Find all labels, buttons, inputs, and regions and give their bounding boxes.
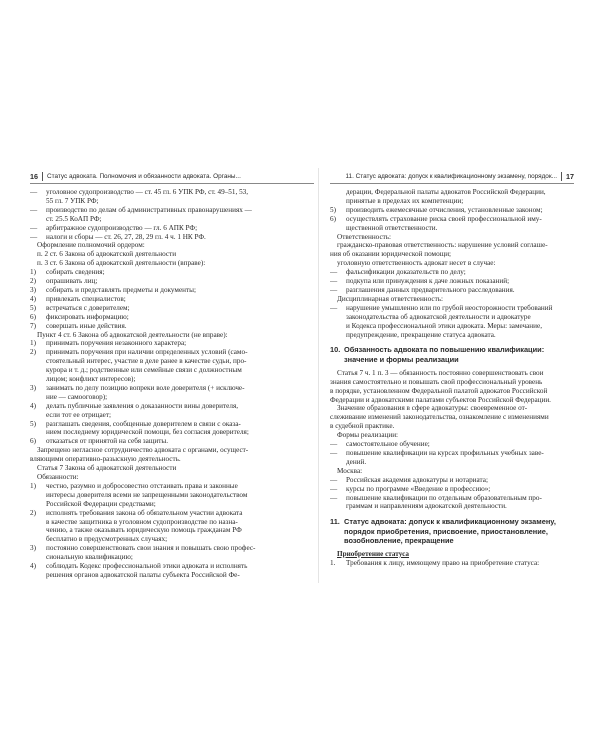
text-line: принятые в пределах их компетенции; <box>346 196 464 205</box>
subsection-title-text: Приобретение статуса <box>337 549 409 558</box>
text-line: в судебной практике. <box>330 422 395 431</box>
list-item <box>330 476 574 485</box>
page-number: 17 <box>566 172 574 181</box>
list-marker: — <box>330 484 338 493</box>
list-item <box>30 224 314 233</box>
text-line: Российской Федерации средствами; <box>46 499 156 508</box>
list-item-text: соблюдать Кодекс профессиональной этики адвоката и исполнять <box>46 562 248 571</box>
text-line: ния об оказании юридической помощи; <box>330 250 452 259</box>
text-line: интересы доверителя всеми не запрещенными законодательством <box>46 490 248 499</box>
list-item <box>30 437 314 446</box>
list-marker: 2) <box>30 277 36 286</box>
text-line: законодательства об адвокатской деятельности и адвокатуре <box>346 312 531 321</box>
list-item <box>30 544 314 553</box>
list-item-text: исполнять требования закона об обязательном участии адвоката <box>46 508 243 517</box>
list-item <box>30 509 314 518</box>
list-marker: — <box>30 223 38 232</box>
list-marker: 2) <box>30 348 36 357</box>
list-item-text: занимать по делу позицию вопреки воле доверителя (+ исключе- <box>46 383 245 392</box>
list-item-text: постоянно совершенствовать свои знания и повышать свою профес- <box>46 544 256 553</box>
list-marker: — <box>330 448 338 457</box>
list-marker: 4) <box>30 294 36 303</box>
list-item-text: собирать и представлять предметы и документы; <box>46 285 196 294</box>
list-marker: 5) <box>30 419 36 428</box>
list-marker: 3) <box>30 544 36 553</box>
list-item-text: разглашать сведения, сообщенные доверителем в связи с оказа- <box>46 419 241 428</box>
list-item <box>330 268 574 277</box>
list-item-text: самостоятельное обучение; <box>346 440 430 449</box>
text-line: Запрещено негласное сотрудничество адвоката с органами, осущест- <box>37 446 249 455</box>
text-line: Статья 7 ч. 1 п. 3 — обязанность постоянно совершенствовать свои <box>337 368 544 377</box>
text-line: знания самостоятельно и повышать свой профессиональный уровень <box>330 377 543 386</box>
text-line: в порядке, установленном Федеральной палатой адвокатов Российской <box>330 386 548 395</box>
list-item-text: курсы по программе «Введение в профессию»; <box>346 484 491 493</box>
list-item <box>30 339 314 348</box>
list-item-text: производство по делам об административных правонарушениях — <box>46 205 252 214</box>
text-line: предупреждение, прекращение статуса адвоката. <box>346 330 496 339</box>
text-line: если тот ее отрицает; <box>46 410 111 419</box>
text-line: п. 2 ст. 6 Закона об адвокатской деятельности <box>37 250 177 259</box>
list-item <box>330 559 574 568</box>
list-item-text: принимать поручения при наличии определенных условий (само- <box>46 348 248 357</box>
list-item <box>30 233 314 242</box>
list-item-text: арбитражное судопроизводство — гл. 6 АПК РФ; <box>46 223 198 232</box>
list-item <box>330 304 574 313</box>
list-item <box>30 286 314 295</box>
list-item-text: осуществлять страхование риска своей профессиональной иму- <box>346 214 542 223</box>
text-line: Пункт 4 ст. 6 Закона об адвокатской деятельности (не вправе): <box>37 330 228 339</box>
list-item-text: разглашения данных предварительного расследования. <box>346 285 515 294</box>
text-line: п. 3 ст. 6 Закона об адвокатской деятельности (вправе): <box>37 259 206 268</box>
list-marker: — <box>30 188 38 196</box>
list-marker: — <box>330 285 338 294</box>
list-marker: 6) <box>30 312 36 321</box>
text-line: и Кодекса профессиональной этики адвоката. Меры: замечание, <box>346 321 542 330</box>
text-line: в качестве защитника в уголовном судопроизводстве по назна- <box>46 517 238 526</box>
list-marker: — <box>330 268 338 277</box>
list-item-text: совершать иные действия. <box>46 321 127 330</box>
list-item <box>30 322 314 331</box>
list-marker: 4) <box>30 562 36 571</box>
text-line: Ответственность: <box>337 232 392 241</box>
subsection-title <box>330 550 574 559</box>
list-marker: 6) <box>330 214 336 223</box>
list-marker: — <box>330 303 338 312</box>
list-item-text: честно, разумно и добросовестно отстаивать права и законные <box>46 481 238 490</box>
list-item <box>30 188 314 197</box>
list-item-text: подкупа или принуждения к даче ложных показаний; <box>346 277 510 286</box>
list-marker: 2) <box>30 508 36 517</box>
header-divider <box>561 172 562 181</box>
list-item-text: делать публичные заявления о доказанности вины доверителя, <box>46 401 239 410</box>
list-marker: 4) <box>30 401 36 410</box>
right-page-body <box>330 188 574 568</box>
list-item <box>30 402 314 411</box>
list-marker: — <box>330 277 338 286</box>
text-line: граммам и направлениям адвокатской деятельности. <box>346 502 507 511</box>
list-item <box>330 215 574 224</box>
right-page-header <box>330 170 574 184</box>
text-line: решения органов адвокатской палаты субъекта Российской Фе- <box>46 570 240 579</box>
list-item-text: Требования к лицу, имеющему право на приобретение статуса: <box>346 558 540 567</box>
text-line: курора и т. д.; родственные или семейные связи с должностным <box>46 366 242 375</box>
text-line: нием последнему юридической помощи, без согласия доверителя; <box>46 428 249 437</box>
section-heading-text: Обязанность адвоката по повышению квалификации: <box>344 345 545 355</box>
list-item-text: принимать поручения незаконного характера; <box>46 339 187 348</box>
list-marker: 1) <box>30 268 36 277</box>
list-item <box>330 440 574 449</box>
text-line: Значение образования в сфере адвокатуры: своевременное от- <box>337 404 528 413</box>
page-number: 16 <box>30 172 38 181</box>
list-marker: 5) <box>330 205 336 214</box>
text-line: слеживание изменений законодательства, ознакомление с изменениями <box>330 413 549 422</box>
list-item <box>30 348 314 357</box>
section-heading-text: порядок приобретения, присвоение, приостановление, <box>344 526 548 536</box>
text-line: Формы реализации: <box>337 431 399 440</box>
text-line: Москва: <box>337 466 363 475</box>
list-item-text: фальсификации доказательств по делу; <box>346 268 466 277</box>
list-marker: 1) <box>30 481 36 490</box>
section-heading-line <box>330 527 574 536</box>
list-item <box>330 494 574 503</box>
list-item-text: нарушение умышленно или по грубой неосторожности требований <box>346 303 553 312</box>
list-item-text: уголовное судопроизводство — ст. 45 гл. 6 УПК РФ, ст. 49–51, 53, <box>46 188 249 196</box>
text-line: Обязанности: <box>37 473 79 481</box>
list-marker: 1. <box>330 558 336 567</box>
text-line: уголовную ответственность адвокат несет в случае: <box>337 259 496 268</box>
text-line: стоятельный интерес, участие в деле ранее в качестве судьи, про- <box>46 357 247 366</box>
list-item <box>330 286 574 295</box>
list-item-text: производить ежемесячные отчисления, установленные законом; <box>346 205 543 214</box>
section-heading-text: возобновление, прекращение <box>344 535 454 545</box>
text-line: лицом; конфликт интересов); <box>46 375 136 384</box>
list-item-text: опрашивать лиц; <box>46 277 98 286</box>
text-line: Статья 7 Закона об адвокатской деятельности <box>37 464 177 473</box>
list-marker: 1) <box>30 339 36 348</box>
text-line: дерации, Федеральной палаты адвокатов Российской Федерации, <box>346 188 546 196</box>
text-line: 55 гл. 7 УПК РФ; <box>46 196 99 205</box>
running-title: 11. Статус адвоката: допуск к квалификационному экзамену, порядок... <box>345 173 557 180</box>
running-title: Статус адвоката. Полномочия и обязанности адвоката. Органы... <box>47 173 241 180</box>
section-heading-line <box>330 536 574 545</box>
list-item <box>30 420 314 429</box>
list-item-text: привлекать специалистов; <box>46 294 126 303</box>
book-spine <box>318 168 319 583</box>
list-item <box>30 562 314 571</box>
text-line: Дисциплинарная ответственность: <box>337 294 444 303</box>
list-item-text: Российская академия адвокатуры и нотариата; <box>346 475 488 484</box>
text-line: щественной ответственности. <box>346 223 438 232</box>
text-line: Оформление полномочий ордером: <box>37 241 145 250</box>
list-item-text: собирать сведения; <box>46 268 105 277</box>
text-line: Федерации и адвокатскими палатами субъектов Российской Федерации. <box>330 395 551 404</box>
list-item-text: повышение квалификации по отдельным образовательным про- <box>346 493 542 502</box>
list-marker: 5) <box>30 303 36 312</box>
text-line: вляющими оперативно-разыскную деятельность. <box>30 455 181 464</box>
text-line: дений. <box>346 457 367 466</box>
list-item <box>330 485 574 494</box>
list-item <box>30 304 314 313</box>
text-line: чению, а также оказывать юридическую помощь гражданам РФ <box>46 526 242 535</box>
list-item <box>30 206 314 215</box>
list-marker: — <box>30 232 38 241</box>
list-item <box>330 206 574 215</box>
section-heading-line <box>330 517 574 526</box>
text-line: ст. 25.5 КоАП РФ; <box>46 214 102 223</box>
list-item-text: налоги и сборы — ст. 26, 27, 28, 29 гл. 4 ч. 1 НК РФ. <box>46 232 206 241</box>
list-item <box>30 295 314 304</box>
list-marker: — <box>330 475 338 484</box>
list-item <box>30 277 314 286</box>
section-heading <box>330 517 574 545</box>
list-marker: 7) <box>30 321 36 330</box>
section-heading-text: Статус адвоката: допуск к квалификационному экзамену, <box>344 517 556 527</box>
list-item <box>30 482 314 491</box>
list-marker: — <box>330 493 338 502</box>
left-page-body <box>30 188 314 580</box>
section-heading-text: значение и формы реализации <box>344 354 459 364</box>
list-marker: 3) <box>30 383 36 392</box>
list-item <box>30 313 314 322</box>
section-number: 10. <box>330 345 341 355</box>
text-line: бесплатно в предусмотренных случаях; <box>46 535 168 544</box>
list-item <box>30 268 314 277</box>
text-line: сиональную квалификацию; <box>46 553 133 562</box>
list-item <box>330 449 574 458</box>
list-item-text: встречаться с доверителем; <box>46 303 130 312</box>
list-marker: 6) <box>30 437 36 446</box>
list-item-text: повышение квалификации на курсах профильных учебных заве- <box>346 448 544 457</box>
text-line: гражданско-правовая ответственность: нарушение условий соглаше- <box>337 241 548 250</box>
section-heading-line <box>330 355 574 364</box>
list-marker: 3) <box>30 285 36 294</box>
list-item <box>330 277 574 286</box>
section-number: 11. <box>330 517 340 527</box>
right-page <box>330 170 574 568</box>
header-divider <box>42 172 43 181</box>
section-heading <box>330 345 574 363</box>
section-heading-line <box>330 345 574 354</box>
left-page <box>30 170 314 580</box>
left-page-header <box>30 170 314 184</box>
list-item-text: отказаться от принятой на себя защиты. <box>46 437 168 446</box>
list-item-text: фиксировать информацию; <box>46 312 129 321</box>
list-item <box>30 384 314 393</box>
list-marker: — <box>30 205 38 214</box>
text-line: ние — самооговор); <box>46 392 108 401</box>
list-marker: — <box>330 440 338 449</box>
